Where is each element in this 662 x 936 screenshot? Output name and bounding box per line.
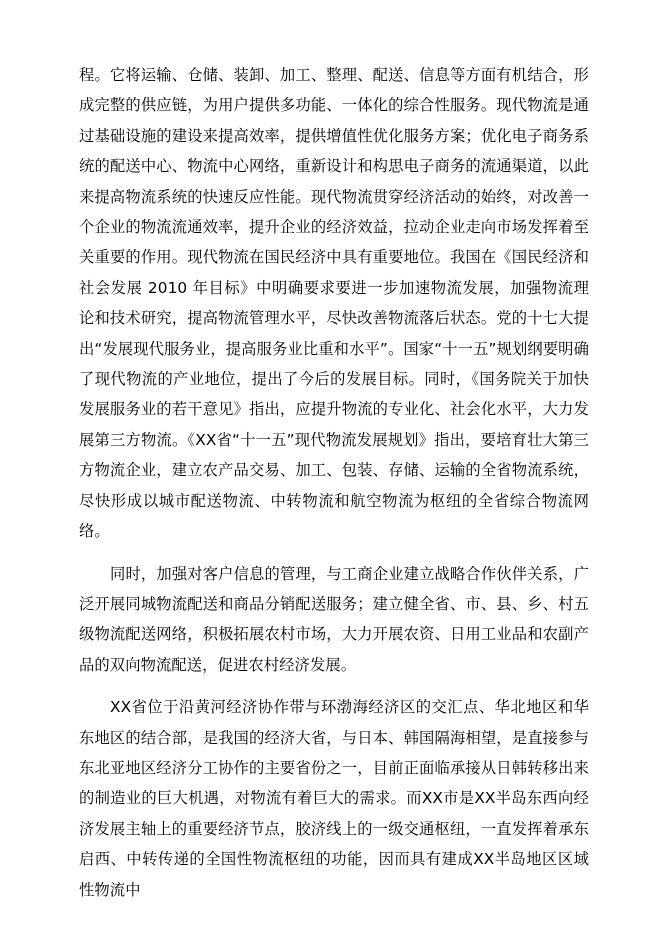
paragraph-2: 同时，加强对客户信息的管理，与工商企业建立战略合作伙伴关系，广泛开展同城物流配送和商品分销配送服务；建立健全省、市、县、乡、村五级物流配送网络，积极拓展农村市场，大力开展农资、日用工业品和农副产品的双向物流配送，促进农村经济发展。 <box>79 564 589 674</box>
paragraph-3: XX省位于沿黄河经济协作带与环渤海经济区的交汇点、华北地区和华东地区的结合部，是我国的经济大省，与日本、韩国隔海相望，是直接参与东北亚地区经济分工协作的主要省份之一，目前正面临承接从日韩转移出来的制造业的巨大机遇，对物流有着巨大的需求。而XX市是XX半岛东西向经济发展主轴上的重要经济节点，胶济线上的一级交通枢纽，一直发挥着承东启西、中转传递的全国性物流枢纽的功能，因而具有建成XX半岛地区区域性物流中 <box>79 698 589 899</box>
document-body <box>79 60 589 905</box>
paragraph-1: 程。它将运输、仓储、装卸、加工、整理、配送、信息等方面有机结合，形成完整的供应链，为用户提供多功能、一体化的综合性服务。现代物流是通过基础设施的建设来提高效率，提供增值性优化服务方案；优化电子商务系统的配送中心、物流中心网络，重新设计和构思电子商务的流通渠道，以此来提高物流系统的快速反应性能。现代物流贯穿经济活动的始终，对改善一个企业的物流流通效率，提升企业的经济效益，拉动企业走向市场发挥着至关重要的作用。现代物流在国民经济中具有重要地位。我国在《国民经济和社会发展 2010 年目标》中明确要求要进一步加速物流发展，加强物流理论和技术研究，提高物流管理水平，尽快改善物流落后状态。党的十七大提出“发展现代服务业，提高服务业比重和水平”。国家“十一五”规划纲要明确了现代物流的产业地位，提出了今后的发展目标。同时，《国务院关于加快发展服务业的若干意见》指出，应提升物流的专业化、社会化水平，大力发展第三方物流。《XX省“十一五”现代物流发展规划》指出，要培育壮大第三方物流企业，建立农产品交易、加工、包装、存储、运输的全省物流系统，尽快形成以城市配送物流、中转物流和航空物流为枢纽的全省综合物流网络。 <box>79 66 589 541</box>
